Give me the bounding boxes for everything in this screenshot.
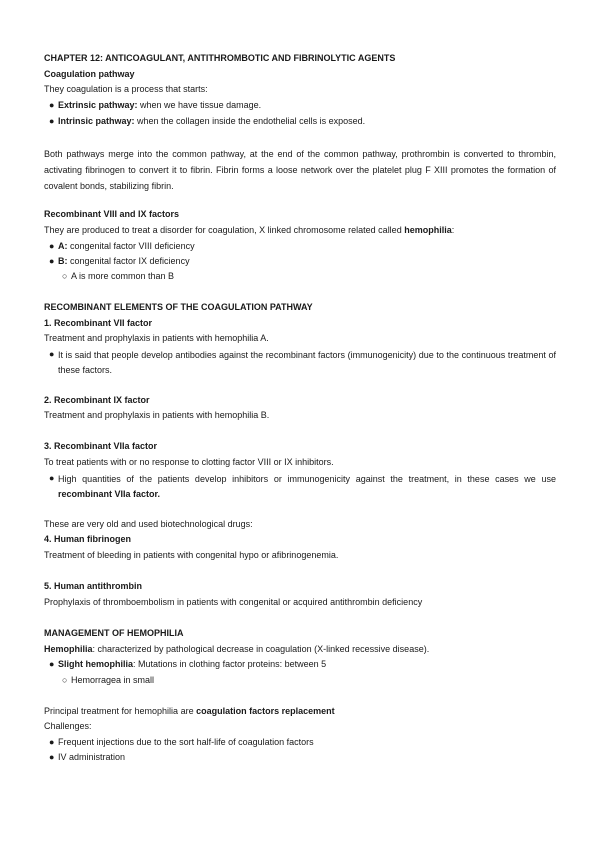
factor-viia-bullet: High quantities of the patients develop inhibitors or immunogenicity against the treatment, in these cases we use recombinant VIIa factor. [58,474,556,499]
extrinsic-item: Extrinsic pathway: when we have tissue damage. [58,100,262,110]
coagulation-heading: Coagulation pathway [44,69,135,79]
hemophilia-a-item: A: congenital factor VIII deficiency [58,241,195,251]
factor-ix-title: 2. Recombinant IX factor [44,395,150,405]
fibrinogen-title: 4. Human fibrinogen [44,534,132,544]
hemophilia-definition: Hemophilia: characterized by pathological decrease in coagulation (X-linked recessive disease). [44,644,430,654]
bullet-dot: ● [49,116,55,126]
sub-bullet-circle: ○ [62,675,68,685]
bullet-dot: ● [49,659,55,669]
bullet-dot: ● [49,752,55,762]
recombinant-intro: They are produced to treat a disorder for coagulation, X linked chromosome related called hemophilia: [44,225,455,235]
elements-heading: RECOMBINANT ELEMENTS OF THE COAGULATION PATHWAY [44,302,313,312]
factor-ix-text: Treatment and prophylaxis in patients with hemophilia B. [44,410,270,420]
hemorragea-sub-item: Hemorragea in small [71,675,155,685]
bullet-dot: ● [49,473,55,483]
bullet-dot: ● [49,256,55,266]
pathway-paragraph: Both pathways merge into the common pathway, at the end of the common pathway, prothrombin is converted to thrombin, activating fibrinogen to convert it to fibrin. Fibrin forms a loose network over the platelet plug F XIII promotes the formation of covalent bonds, stabilizing fibrin. [44,149,556,191]
bullet-dot: ● [49,241,55,251]
factor-viia-text: To treat patients with or no response to clotting factor VIII or IX inhibitors. [44,457,334,467]
factor-viia-title: 3. Recombinant VIIa factor [44,441,158,451]
hemophilia-b-item: B: congenital factor IX deficiency [58,256,190,266]
antithrombin-text: Prophylaxis of thromboembolism in patients with congenital or acquired antithrombin deficiency [44,597,423,607]
recombinant-heading: Recombinant VIII and IX factors [44,209,180,219]
challenge-iv: IV administration [58,752,126,762]
chapter-title: CHAPTER 12: ANTICOAGULANT, ANTITHROMBOTIC AND FIBRINOLYTIC AGENTS [44,53,396,63]
principal-treatment: Principal treatment for hemophilia are coagulation factors replacement [44,706,335,716]
factor-vii-title: 1. Recombinant VII factor [44,318,153,328]
bullet-dot: ● [49,737,55,747]
challenges-label: Challenges: [44,721,92,731]
coagulation-intro: They coagulation is a process that starts: [44,84,208,94]
a-more-common: A is more common than B [71,271,175,281]
antithrombin-title: 5. Human antithrombin [44,581,143,591]
factor-vii-bullet: It is said that people develop antibodies against the recombinant factors (immunogenicity) due to the continuous treatment of these factors. [58,350,556,375]
bullet-dot: ● [49,349,55,359]
intrinsic-item: Intrinsic pathway: when the collagen inside the endothelial cells is exposed. [58,116,366,126]
bullet-dot: ● [49,100,55,110]
fibrinogen-text: Treatment of bleeding in patients with congenital hypo or afibrinogenemia. [44,550,339,560]
slight-hemophilia-item: Slight hemophilia: Mutations in clothing factor proteins: between 5 [58,659,327,669]
factor-vii-text: Treatment and prophylaxis in patients with hemophilia A. [44,333,269,343]
management-heading: MANAGEMENT OF HEMOPHILIA [44,628,184,638]
challenge-injections: Frequent injections due to the sort half-life of coagulation factors [58,737,314,747]
old-drugs-note: These are very old and used biotechnological drugs: [44,519,253,529]
sub-bullet-circle: ○ [62,271,68,281]
